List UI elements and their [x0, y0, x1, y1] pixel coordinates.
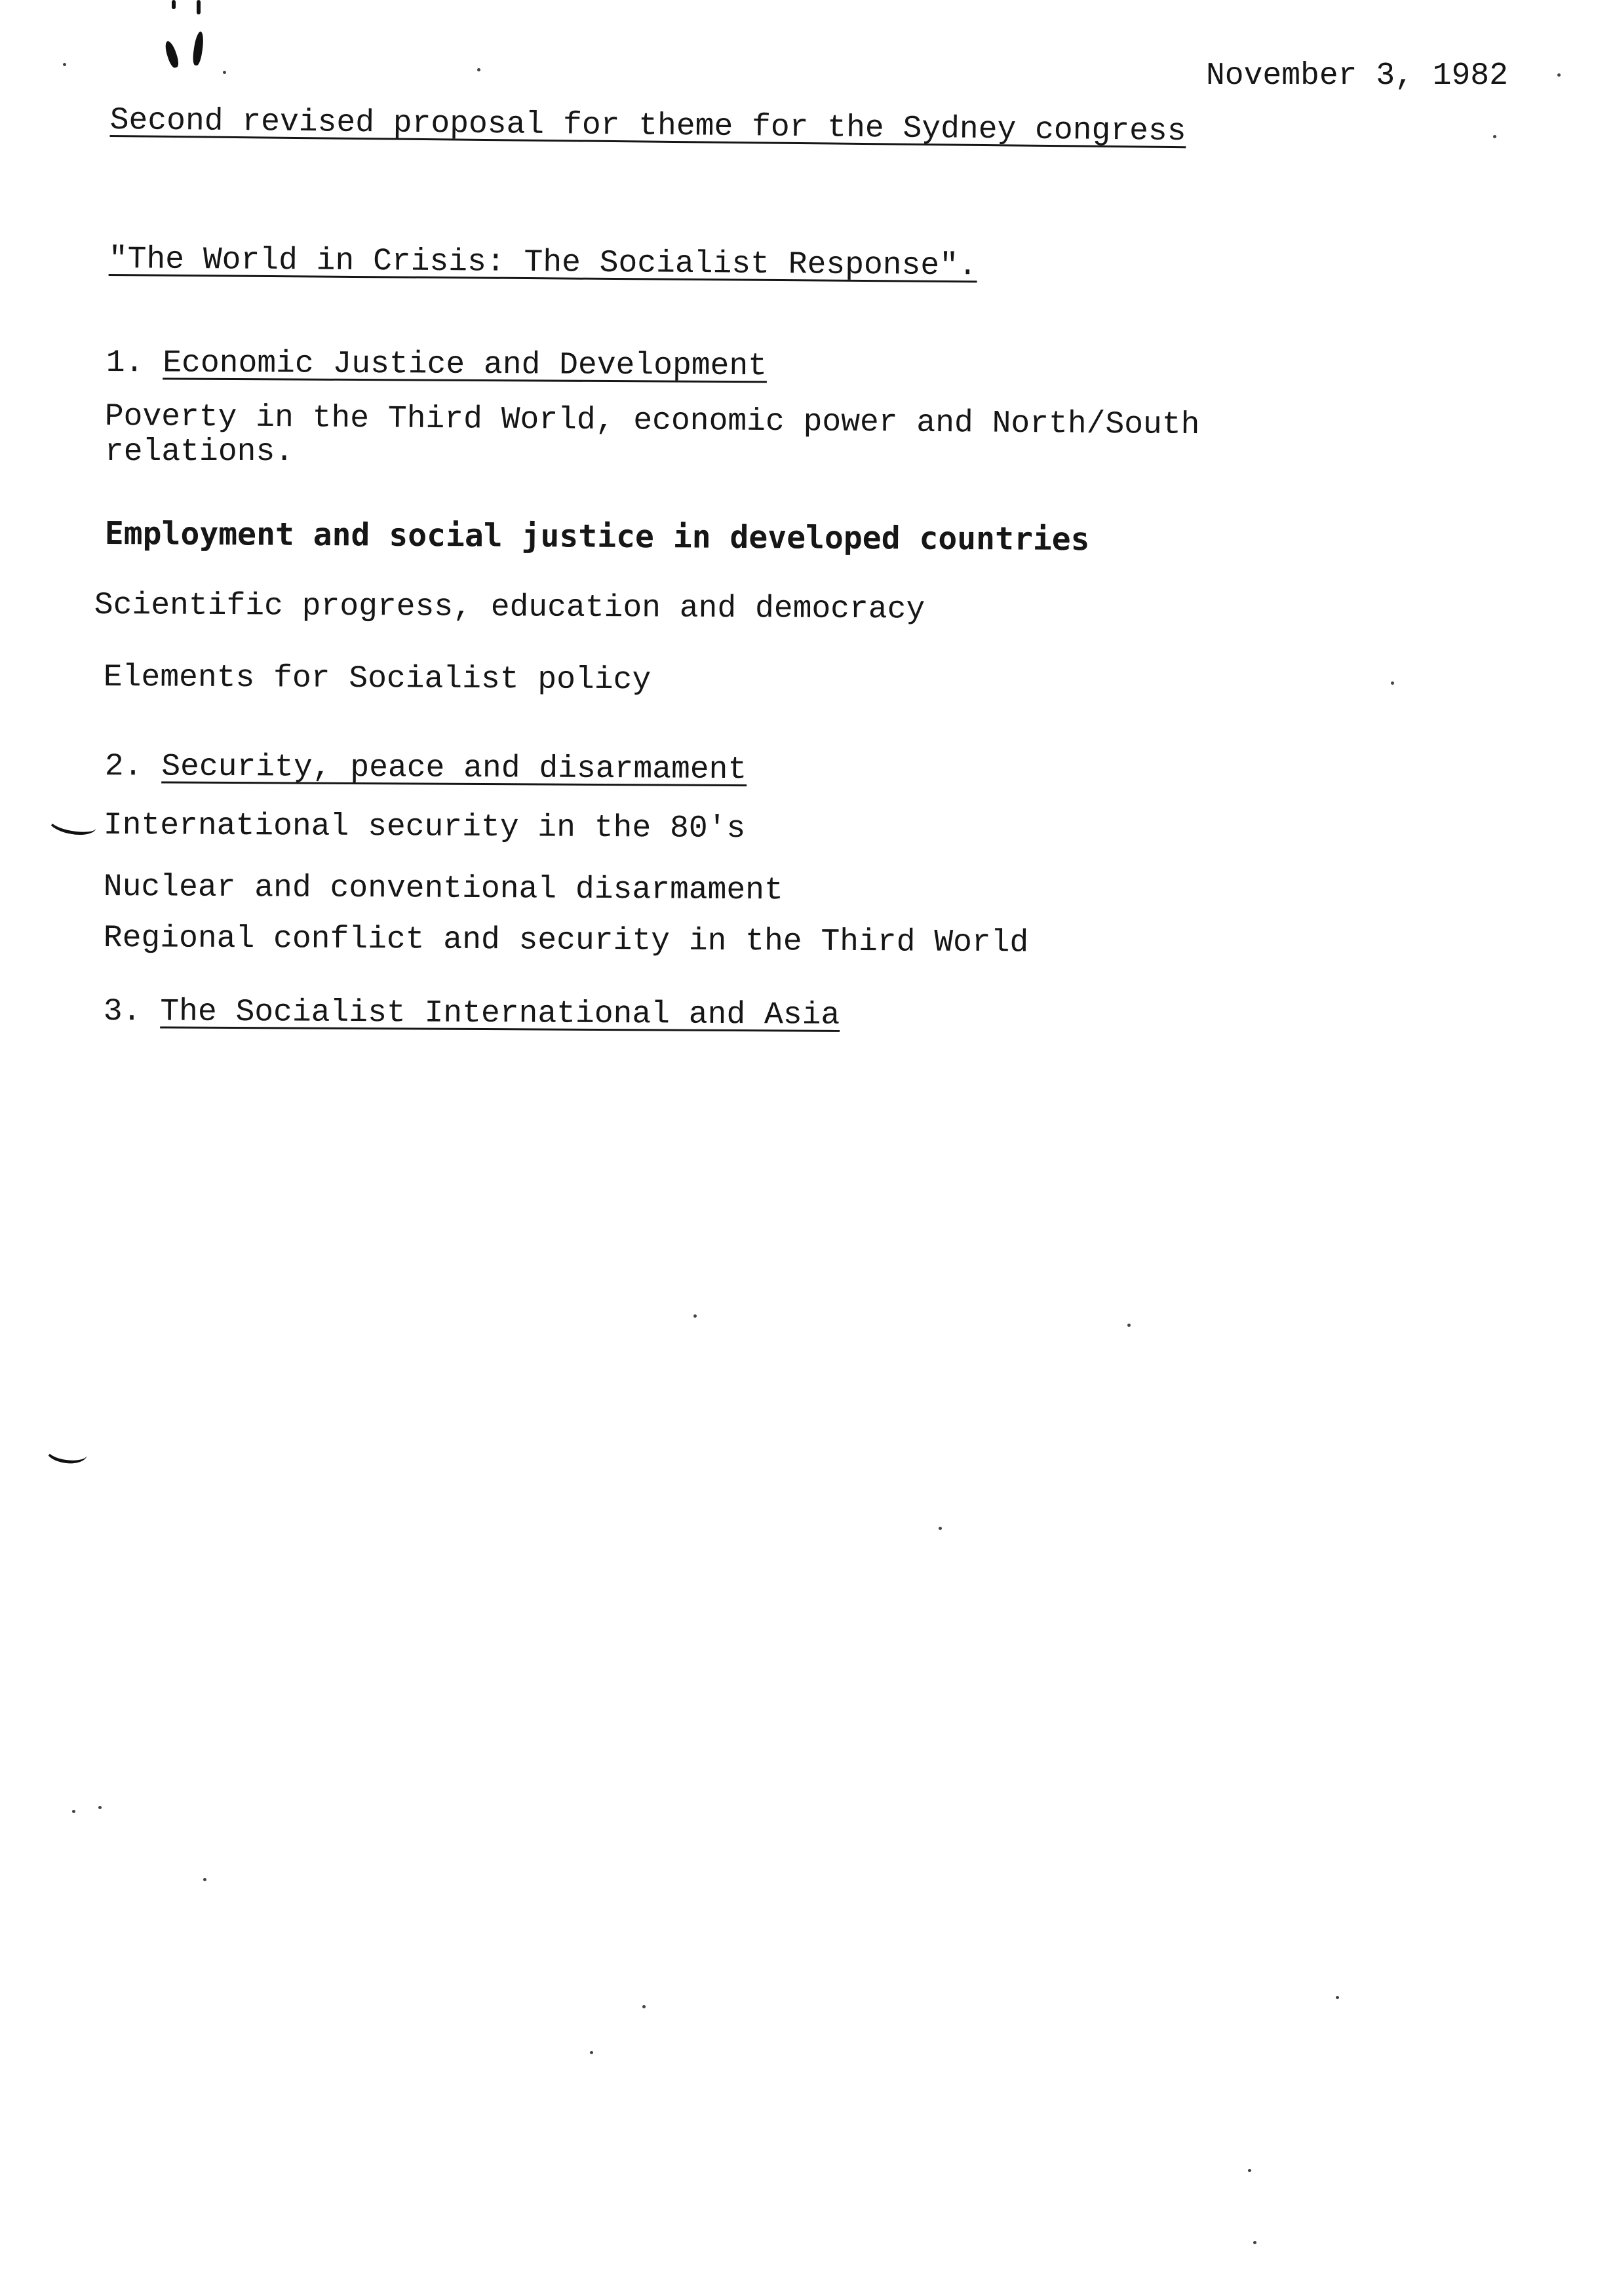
scan-speck: [98, 1806, 102, 1809]
scan-speck: [1336, 1996, 1339, 1999]
section-item: relations.: [105, 434, 294, 470]
ink-mark: [191, 31, 204, 66]
scan-speck: [63, 63, 66, 66]
section-number: 2.: [104, 749, 143, 785]
section-number: 3.: [103, 994, 142, 1030]
ink-mark: [172, 0, 176, 9]
section-item: Nuclear and conventional disarmament: [103, 870, 783, 909]
theme-title: "The World in Crisis: The Socialist Response".: [108, 242, 977, 284]
scan-speck: [1248, 2169, 1251, 2172]
section-heading: [105, 751, 747, 786]
scan-speck: [1127, 1324, 1131, 1327]
section-item: Elements for Socialist policy: [103, 660, 652, 698]
section-title: Economic Justice and Development: [163, 345, 768, 385]
ink-mark: [197, 0, 201, 14]
scan-speck: [223, 71, 226, 74]
section-title: Security, peace and disarmament: [161, 749, 747, 788]
section-heading: [106, 345, 768, 385]
scan-speck: [642, 2005, 646, 2008]
document-title: Second revised proposal for theme for the Sydney congress: [109, 103, 1186, 150]
scan-speck: [1253, 2241, 1256, 2244]
section-item: Regional conflict and security in the Third World: [103, 921, 1029, 961]
document-date: November 3, 1982: [1206, 58, 1508, 94]
section-item: Scientific progress, education and democracy: [94, 588, 925, 628]
section-title: The Socialist International and Asia: [160, 994, 840, 1033]
scan-speck: [1391, 681, 1394, 685]
section-item: Poverty in the Third World, economic power and North/South: [104, 399, 1200, 444]
scan-speck: [477, 68, 480, 71]
ink-mark: [163, 40, 180, 69]
section-number: 1.: [106, 345, 144, 381]
scan-speck: [939, 1527, 942, 1530]
section-heading: [104, 996, 840, 1031]
scan-speck: [72, 1810, 75, 1813]
margin-mark: [47, 810, 98, 838]
section-item: Employment and social justice in developed countries: [104, 515, 1090, 558]
scan-speck: [1557, 73, 1561, 77]
margin-mark: [45, 1439, 88, 1466]
section-item: International security in the 80's: [103, 808, 746, 847]
scan-speck: [693, 1314, 697, 1318]
scan-speck: [1493, 135, 1496, 138]
scan-speck: [203, 1878, 206, 1881]
scan-speck: [590, 2051, 593, 2054]
